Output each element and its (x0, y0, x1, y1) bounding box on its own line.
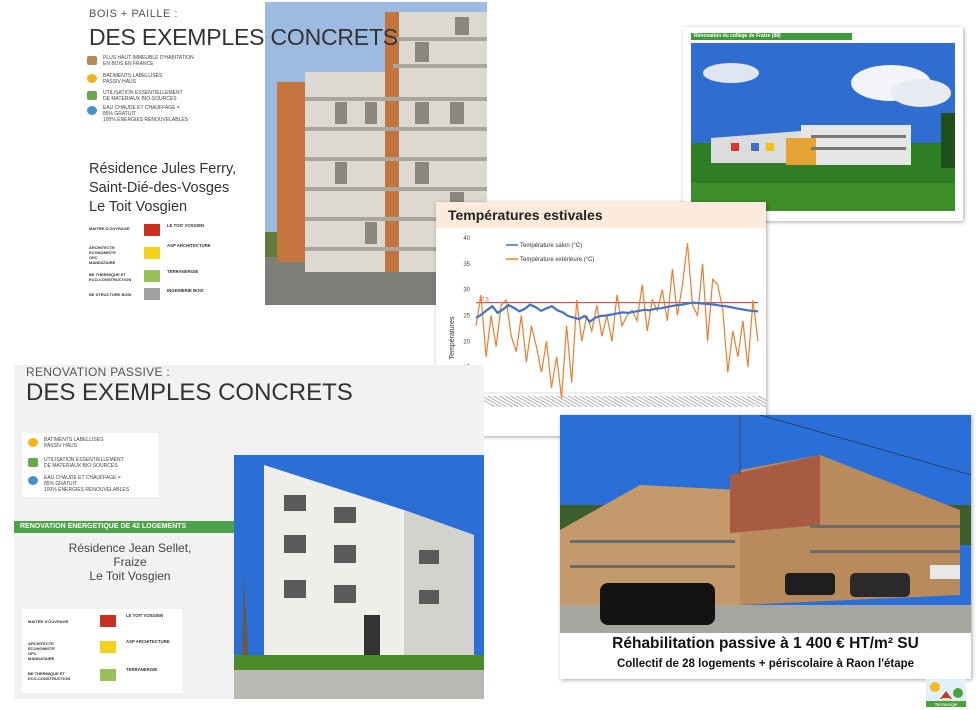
legend-label: Température extérieure (°C) (520, 257, 595, 263)
x-tick-label (741, 396, 760, 408)
series-outside-temperature (476, 243, 758, 398)
feature-item (28, 475, 129, 493)
x-tick-label (654, 396, 673, 408)
slide-suptitle: BOIS + PAILLE : (89, 8, 178, 20)
y-tick-label: 40 (463, 236, 470, 242)
x-tick-label (620, 396, 639, 408)
threshold-label: 27,5 (479, 297, 489, 304)
x-tick-label (614, 396, 633, 408)
toit-vosgien-logo (144, 224, 160, 236)
x-tick-label (637, 396, 656, 408)
credit-label: MAITRE D'OUVRAGE (89, 226, 130, 231)
credit-label: BE THERMIQUE ET ECO-CONSTRUCTION (28, 671, 71, 681)
fraize-college-slide (683, 27, 963, 221)
feature-text: BATIMENTS LABELLISÉS PASSIV HAUS (44, 437, 104, 449)
sun-icon (930, 682, 940, 692)
raon-letape-slide (560, 415, 971, 679)
x-tick-label (591, 396, 610, 408)
credits-block (89, 222, 264, 302)
x-tick-label (579, 396, 598, 408)
residence-name: Résidence Jean Sellet, Fraize Le Toit Vosgien (68, 541, 192, 583)
x-tick-label (597, 396, 616, 408)
x-tick-label (631, 396, 650, 408)
x-tick-label (522, 396, 541, 408)
x-tick-label (528, 396, 547, 408)
y-tick-label: 30 (463, 287, 470, 294)
chart-header (436, 202, 766, 228)
x-tick-label (608, 396, 627, 408)
leaf-icon (28, 458, 38, 467)
x-tick-label (562, 396, 581, 408)
feature-item (87, 73, 162, 85)
temperature-line-chart (436, 228, 766, 436)
chart-title: Températures estivales (448, 207, 603, 223)
slide-title: DES EXEMPLES CONCRETS (89, 24, 398, 50)
x-tick-label (723, 396, 742, 408)
credit-label: ARCHITECTE ECONOMISTE OPC MANDATAIRE (28, 641, 55, 661)
raon-letape-building-photo (560, 415, 971, 633)
energy-icon (87, 106, 97, 115)
x-tick-label (666, 396, 685, 408)
x-tick-label (706, 396, 725, 408)
feature-item (28, 437, 103, 449)
x-tick-label (602, 396, 621, 408)
feature-text: EAU CHAUDE ET CHAUFFAGE = 85% GRATUIT 100% ENERGIES RENOUVELABLES (44, 475, 130, 493)
series-living-room-temperature (476, 303, 758, 322)
x-tick-label (718, 396, 737, 408)
x-tick-label (493, 396, 512, 408)
summer-temperatures-chart-slide (436, 202, 766, 436)
x-tick-label (482, 396, 501, 408)
slide-caption-main: Réhabilitation passive à 1 400 € HT/m² SU (612, 635, 919, 652)
x-tick-label (649, 396, 668, 408)
credit-org: TERRANERGIE (167, 269, 199, 274)
x-tick-label (700, 396, 719, 408)
credit-org: LE TOIT VOSGIEN (126, 613, 164, 618)
x-tick-label (712, 396, 731, 408)
x-tick-label (683, 396, 702, 408)
energy-icon (28, 476, 38, 485)
x-tick-label (499, 396, 518, 408)
renovation-banner: RENOVATION ENERGETIQUE DE 42 LOGEMENTS (14, 521, 240, 533)
credit-org: INGENIERIE BOIS (167, 288, 204, 293)
x-tick-label (551, 396, 570, 408)
x-tick-label (568, 396, 587, 408)
college-photo (691, 43, 955, 211)
terranergie-logo-corner (926, 679, 966, 707)
credit-org: ASP ARCHITECTURE (126, 639, 170, 644)
feature-text: UTILISATION ESSENTIELLEMENT DE MATERIAUX BIO-SOURCES (44, 457, 124, 469)
jean-sellet-slide (14, 365, 484, 699)
toit-vosgien-logo (100, 615, 116, 627)
x-tick-label (625, 396, 644, 408)
x-tick-label (660, 396, 679, 408)
credit-label: BE THERMIQUE ET ECO-CONSTRUCTION (89, 272, 132, 282)
x-tick-label (746, 396, 765, 408)
terranergie-logo (144, 270, 160, 282)
passiv-haus-icon (28, 438, 38, 447)
x-tick-label (695, 396, 714, 408)
x-tick-label (677, 396, 696, 408)
x-tick-label (556, 396, 575, 408)
passiv-haus-icon (87, 74, 97, 83)
x-tick-label (729, 396, 748, 408)
feature-item (28, 457, 124, 469)
y-tick-label: 35 (463, 261, 470, 268)
asp-logo (144, 247, 160, 259)
feature-item (87, 90, 183, 102)
x-tick-label (487, 396, 506, 408)
x-tick-label (533, 396, 552, 408)
x-tick-label (672, 396, 691, 408)
jules-ferry-slide (69, 2, 487, 305)
feature-text: EAU CHAUDE ET CHAUFFAGE = 85% GRATUIT 100% ENERGIES RENOUVELABLES (103, 105, 189, 123)
credit-org: TERRANERGIE (126, 667, 158, 672)
credit-label: ARCHITECTE ECONOMISTE OPC MANDATAIRE (89, 245, 116, 265)
residence-name: Résidence Jules Ferry, Saint-Dié-des-Vosges Le Toit Vosgien (89, 161, 237, 215)
feature-text: UTILISATION ESSENTIELLEMENT DE MATERIAUX BIO-SOURCES (103, 90, 183, 102)
x-tick-label (539, 396, 558, 408)
wood-icon (87, 56, 97, 65)
x-tick-label (735, 396, 754, 408)
x-tick-label (505, 396, 524, 408)
slide-caption: Rénovation du collège de Fraize (88) (691, 33, 852, 40)
features-box (22, 433, 158, 497)
x-tick-label (689, 396, 708, 408)
credit-label: BE STRUCTURE BOIS (89, 292, 132, 297)
credit-org: LE TOIT VOSGIEN (167, 223, 205, 228)
feature-text: PLUS HAUT IMMEUBLE D'HABITATION EN BOIS EN FRANCE (103, 55, 194, 67)
ingenierie-bois-logo (144, 288, 160, 300)
credits-block (22, 609, 182, 693)
chart-legend (506, 243, 594, 263)
leaf-icon (87, 91, 97, 100)
y-tick-label: 25 (463, 313, 470, 320)
feature-item (87, 55, 194, 67)
asp-logo (100, 641, 116, 653)
x-tick-label (574, 396, 593, 408)
terranergie-logo (100, 669, 116, 681)
x-tick-label (510, 396, 529, 408)
feature-item (87, 105, 188, 123)
jean-sellet-building-photo (234, 455, 484, 699)
y-axis-label: Températures (449, 316, 456, 360)
slide-title: DES EXEMPLES CONCRETS (26, 379, 353, 406)
slide-caption-sub: Collectif de 28 logements + périscolaire à Raon l'étape (616, 658, 915, 670)
x-tick-label (585, 396, 604, 408)
credit-label: MAITRE D'OUVRAGE (28, 619, 69, 624)
y-tick-label: 20 (463, 339, 470, 346)
credit-org: ASP ARCHITECTURE (167, 243, 211, 248)
feature-text: BATIMENTS LABELLISÉS PASSIV HAUS (103, 73, 163, 85)
x-tick-label (516, 396, 535, 408)
slide-suptitle: RENOVATION PASSIVE : (26, 365, 171, 379)
legend-label: Température salon (°C) (520, 243, 583, 249)
logo-text: Terranergie (934, 702, 958, 707)
x-tick-label (643, 396, 662, 408)
